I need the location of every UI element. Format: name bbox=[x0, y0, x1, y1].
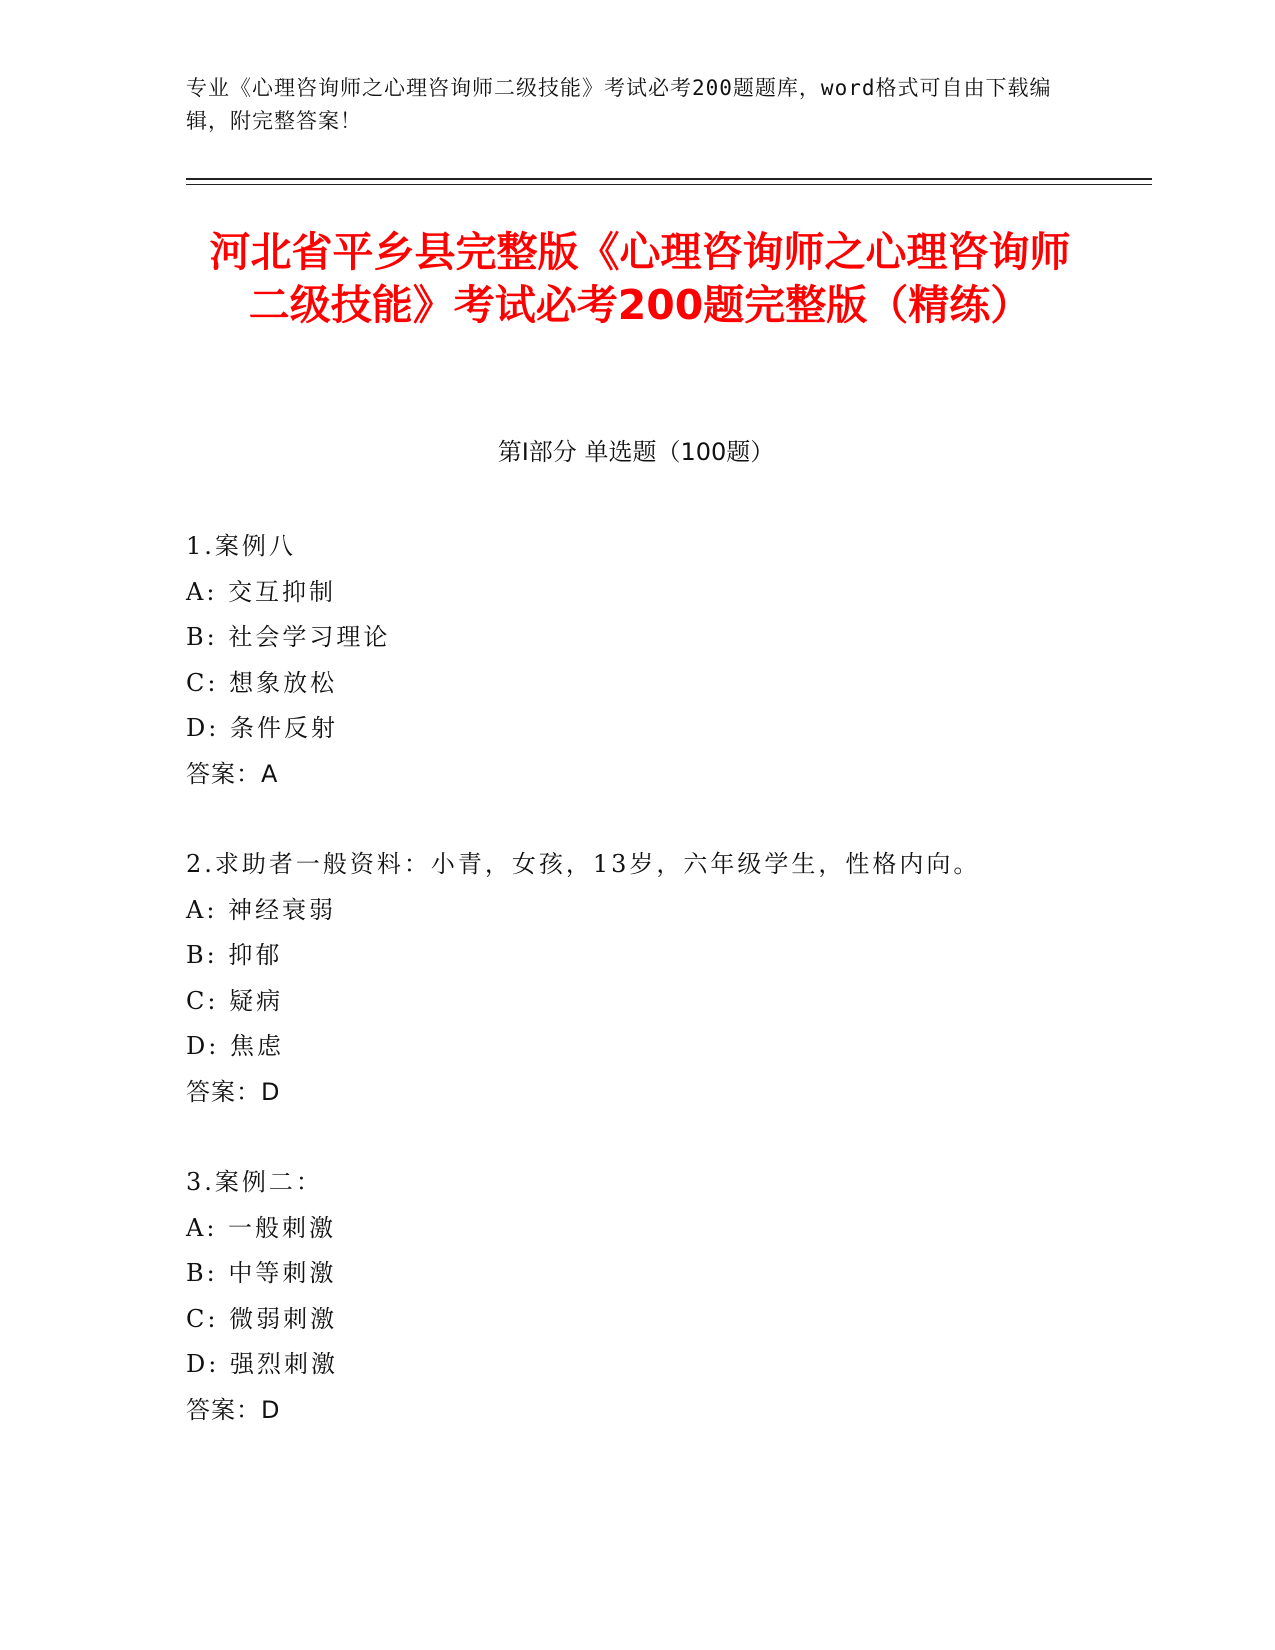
header-divider bbox=[186, 178, 1152, 180]
option-d: D: 条件反射 bbox=[186, 714, 338, 742]
option-a: A: 交互抑制 bbox=[186, 577, 337, 606]
question-stem: 1.案例八 bbox=[186, 532, 296, 560]
question-item bbox=[186, 524, 1152, 797]
option-c: C: 想象放松 bbox=[186, 668, 338, 697]
question-stem: 2.求助者一般资料：小青，女孩，13岁，六年级学生，性格内向。 bbox=[186, 850, 981, 878]
option-d: D: 强烈刺激 bbox=[186, 1350, 338, 1378]
document-title: 河北省平乡县完整版《心理咨询师之心理咨询师二级技能》考试必考200题完整版（精练） bbox=[209, 228, 1071, 329]
header-note: 专业《心理咨询师之心理咨询师二级技能》考试必考200题题库，word格式可自由下载编辑，附完整答案！ bbox=[186, 76, 1052, 133]
question-list bbox=[186, 524, 1152, 1478]
option-d: D: 焦虑 bbox=[186, 1032, 284, 1060]
option-c: C: 微弱刺激 bbox=[186, 1304, 338, 1333]
option-b: B: 抑郁 bbox=[186, 941, 283, 969]
answer-line: 答案：D bbox=[186, 1077, 281, 1106]
question-item bbox=[186, 842, 1152, 1115]
option-a: A: 神经衰弱 bbox=[186, 895, 337, 924]
option-b: B: 社会学习理论 bbox=[186, 623, 391, 651]
option-c: C: 疑病 bbox=[186, 986, 284, 1015]
question-item bbox=[186, 1160, 1152, 1433]
answer-line: 答案：A bbox=[186, 759, 279, 788]
option-b: B: 中等刺激 bbox=[186, 1259, 337, 1287]
answer-line: 答案：D bbox=[186, 1395, 281, 1424]
question-stem: 3.案例二： bbox=[186, 1168, 323, 1196]
section-title: 第I部分 单选题（100题） bbox=[497, 438, 775, 466]
option-a: A: 一般刺激 bbox=[186, 1213, 337, 1242]
header-divider-thin bbox=[186, 184, 1152, 185]
